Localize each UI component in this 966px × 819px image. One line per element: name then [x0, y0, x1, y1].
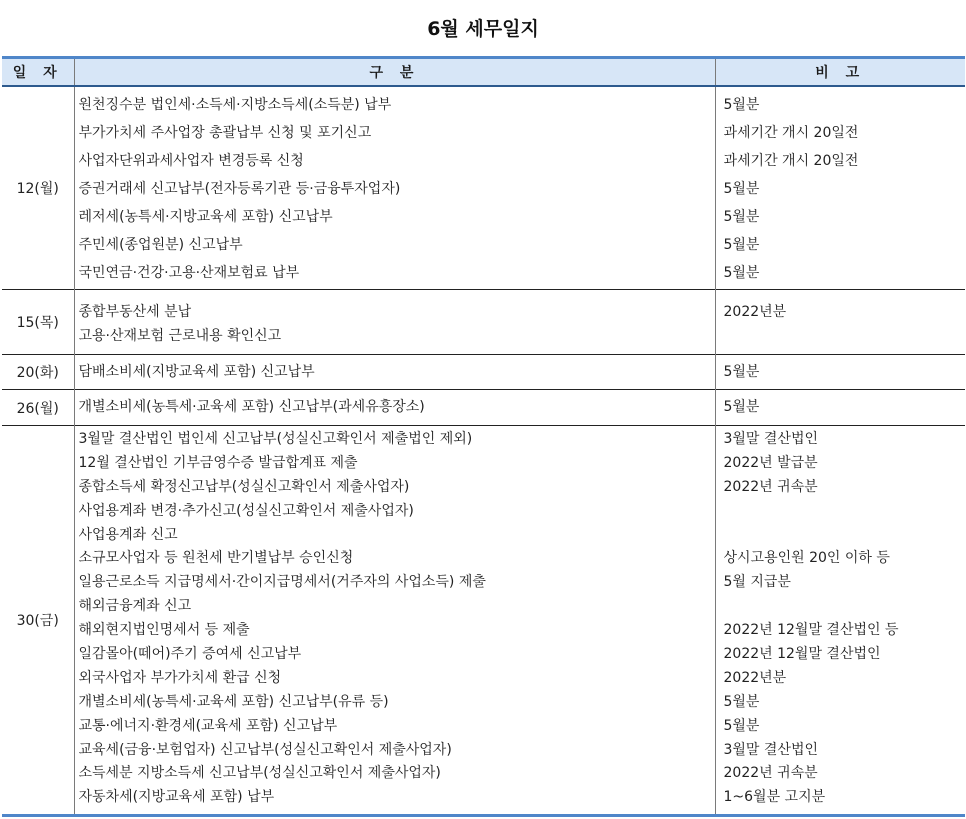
note-text [724, 524, 966, 548]
date-group [2, 426, 965, 816]
note-text: 5월분 [723, 717, 760, 734]
list-item: 해외현지법인명세서 등 제출 [78, 622, 250, 639]
note-text: 5월분 [723, 97, 760, 113]
date-cell: 12(월) [2, 86, 74, 290]
list-item: 해외금융계좌 신고 [78, 598, 192, 615]
list-item: 사업용계좌 변경·추가신고(성실신고확인서 제출사업자) [78, 502, 414, 519]
note-text: 5월분 [723, 181, 760, 197]
note-text: 과세기간 개시 20일전 [723, 125, 859, 141]
note-text: 5월분 [723, 237, 760, 253]
list-item: 원천징수분 법인세·소득세·지방소득세(소득분) 납부 [78, 97, 392, 113]
date-cell: 20(화) [2, 355, 74, 390]
list-item: 소득세분 지방소득세 신고납부(성실신고확인서 제출사업자) [78, 765, 441, 782]
list-item: 종합부동산세 분납 [78, 304, 192, 320]
date-group [2, 290, 965, 355]
list-item: 종합소득세 확정신고납부(성실신고확인서 제출사업자) [78, 478, 410, 495]
note-text: 3월말 결산법인 [723, 431, 819, 447]
category-cell [74, 390, 715, 426]
note-text: 과세기간 개시 20일전 [723, 153, 859, 169]
note-text: 2022년 12월말 결산법인 [723, 646, 881, 663]
note-text: 5월분 [723, 693, 760, 710]
note-text: 1~6월분 고지분 [723, 789, 826, 806]
list-item: 증권거래세 신고납부(전자등록기관 등·금융투자업자) [78, 181, 401, 197]
note-text: 2022년 발급분 [723, 454, 818, 471]
table-row [2, 355, 965, 390]
list-item: 교통·에너지·환경세(교육세 포함) 신고납부 [78, 717, 338, 734]
list-item: 담배소비세(지방교육세 포함) 신고납부 [78, 364, 315, 380]
note-text: 5월분 [723, 209, 760, 225]
table-row [2, 390, 965, 426]
header-date: 일 자 [2, 58, 74, 87]
note-cell [715, 290, 965, 355]
date-cell: 30(금) [2, 426, 74, 816]
category-cell [74, 86, 715, 290]
category-cell [74, 355, 715, 390]
list-item: 개별소비세(농특세·교육세 포함) 신고납부(유류 등) [78, 693, 389, 710]
table-row [2, 86, 965, 290]
list-item: 사업자단위과세사업자 변경등록 신청 [78, 153, 304, 169]
note-text: 5월분 [723, 265, 760, 281]
note-text: 2022년 귀속분 [723, 765, 818, 782]
note-cell [715, 426, 965, 816]
list-item: 외국사업자 부가가치세 환급 신청 [78, 669, 282, 686]
note-text [724, 500, 966, 524]
list-item: 일감몰아(떼어)주기 증여세 신고납부 [78, 646, 302, 663]
list-item: 부가가치세 주사업장 총괄납부 신청 및 포기신고 [78, 125, 372, 141]
category-cell [74, 426, 715, 816]
date-cell: 15(목) [2, 290, 74, 355]
list-item: 교육세(금융·보험업자) 신고납부(성실신고확인서 제출사업자) [78, 741, 452, 758]
list-item: 자동차세(지방교육세 포함) 납부 [78, 789, 275, 806]
note-text: 상시고용인원 20인 이하 등 [723, 550, 890, 567]
note-cell [715, 86, 965, 290]
table-row [2, 426, 965, 816]
date-group [2, 355, 965, 390]
note-text: 5월 지급분 [723, 574, 791, 591]
note-cell [715, 355, 965, 390]
note-text: 5월분 [723, 399, 760, 415]
list-item: 국민연금·건강·고용·산재보험료 납부 [78, 265, 300, 281]
note-text: 2022년 12월말 결산법인 등 [723, 622, 899, 639]
note-text: 2022년분 [723, 669, 787, 686]
date-group [2, 86, 965, 290]
table-header [2, 58, 965, 87]
list-item: 3월말 결산법인 법인세 신고납부(성실신고확인서 제출법인 제외) [78, 431, 473, 447]
note-text [724, 595, 966, 619]
tax-schedule-table [2, 56, 965, 817]
list-item: 레저세(농특세·지방교육세 포함) 신고납부 [78, 209, 333, 225]
note-text: 3월말 결산법인 [723, 741, 819, 758]
note-text: 2022년분 [723, 304, 787, 320]
date-cell: 26(월) [2, 390, 74, 426]
header-category: 구 분 [74, 58, 715, 87]
note-text [724, 324, 966, 348]
list-item: 주민세(종업원분) 신고납부 [78, 237, 243, 253]
note-cell [715, 390, 965, 426]
list-item: 고용·산재보험 근로내용 확인신고 [78, 328, 282, 344]
list-item: 일용근로소득 지급명세서·간이지급명세서(거주자의 사업소득) 제출 [78, 574, 486, 591]
category-cell [74, 290, 715, 355]
note-text: 5월분 [723, 364, 760, 380]
date-group [2, 390, 965, 426]
list-item: 사업용계좌 신고 [78, 526, 178, 543]
page-title: 6월 세무일지 [427, 18, 539, 40]
note-text: 2022년 귀속분 [723, 478, 818, 495]
list-item: 12월 결산법인 기부금영수증 발급합계표 제출 [78, 454, 358, 471]
header-note: 비 고 [715, 58, 965, 87]
list-item: 개별소비세(농특세·교육세 포함) 신고납부(과세유흥장소) [78, 399, 425, 415]
table-row [2, 290, 965, 355]
list-item: 소규모사업자 등 원천세 반기별납부 승인신청 [78, 550, 354, 567]
